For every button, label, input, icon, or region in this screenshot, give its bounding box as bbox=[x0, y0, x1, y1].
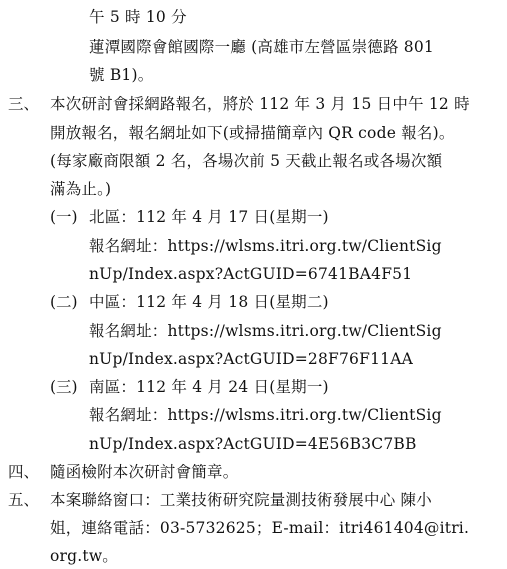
subitem-2-marker: (二) bbox=[50, 293, 78, 311]
subitem-3-heading: 南區：112 年 4 月 24 日(星期一) bbox=[89, 378, 329, 396]
item-3-line-2: 開放報名，報名網址如下(或掃描簡章內 QR code 報名)。 bbox=[50, 124, 455, 142]
item-5-line-2: 姐，連絡電話：03-5732625；E-mail：itri461404@itri. bbox=[50, 519, 470, 537]
item-3-marker: 三、 bbox=[8, 95, 40, 113]
subitem-1-marker: (一) bbox=[50, 208, 78, 226]
venue-line-continued: 號 B1)。 bbox=[89, 66, 154, 84]
schedule-time-line: 午 5 時 10 分 bbox=[89, 8, 187, 26]
item-5-marker: 五、 bbox=[8, 491, 40, 509]
subitem-1-url-line-1[interactable]: 報名網址：https://wlsms.itri.org.tw/ClientSig bbox=[89, 237, 442, 255]
subitem-3-marker: (三) bbox=[50, 378, 78, 396]
venue-line: 蓮潭國際會館國際一廳 (高雄市左營區崇德路 801 bbox=[89, 38, 434, 56]
subitem-2-url-line-2[interactable]: nUp/Index.aspx?ActGUID=28F76F11AA bbox=[89, 350, 413, 368]
item-5-line-1: 本案聯絡窗口：工業技術研究院量測技術發展中心 陳小 bbox=[50, 491, 432, 509]
subitem-2-heading: 中區：112 年 4 月 18 日(星期二) bbox=[89, 293, 329, 311]
subitem-1-heading: 北區：112 年 4 月 17 日(星期一) bbox=[89, 208, 329, 226]
item-4-line-1: 隨函檢附本次研討會簡章。 bbox=[50, 463, 239, 481]
item-3-line-3: (每家廠商限額 2 名，各場次前 5 天截止報名或各場次額 bbox=[50, 152, 443, 170]
subitem-3-url-line-2[interactable]: nUp/Index.aspx?ActGUID=4E56B3C7BB bbox=[89, 435, 417, 453]
subitem-3-url-line-1[interactable]: 報名網址：https://wlsms.itri.org.tw/ClientSig bbox=[89, 406, 442, 424]
subitem-1-url-line-2[interactable]: nUp/Index.aspx?ActGUID=6741BA4F51 bbox=[89, 265, 413, 283]
item-5-line-3: org.tw。 bbox=[50, 547, 118, 565]
item-3-line-1: 本次研討會採網路報名，將於 112 年 3 月 15 日中午 12 時 bbox=[50, 95, 470, 113]
item-4-marker: 四、 bbox=[8, 463, 40, 481]
item-3-line-4: 滿為止。) bbox=[50, 180, 112, 198]
subitem-2-url-line-1[interactable]: 報名網址：https://wlsms.itri.org.tw/ClientSig bbox=[89, 322, 442, 340]
